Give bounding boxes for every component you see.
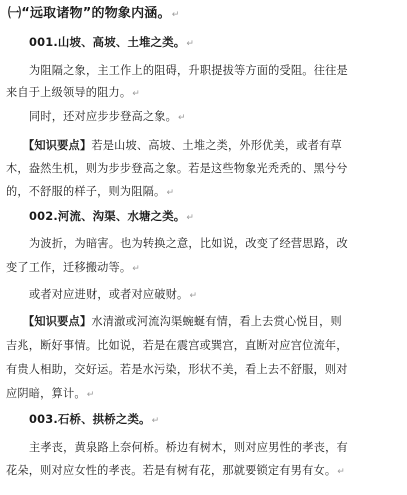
- knowledge-point-line: 【知识要点】水清澈或河流沟渠蜿蜒有情，看上去赏心悦目，则: [23, 315, 342, 328]
- paragraph-mark-icon: ↵: [166, 188, 175, 198]
- body-text-line: 木，盎然生机，则为步步登高之象。若是这些物象光秃秃的、黑兮兮: [6, 162, 348, 175]
- body-text-line: 吉兆，断好事情。比如说，若是在震宫或巽宫，直断对应宫位流年，: [6, 339, 348, 352]
- item-title: 001.山坡、高坡、土堆之类。↵: [29, 35, 195, 49]
- body-text-line: 的，不舒服的样子，则为阻隔。↵: [6, 185, 175, 198]
- paragraph-mark-icon: ↵: [132, 89, 141, 99]
- paragraph-mark-icon: ↵: [186, 39, 195, 49]
- body-text-line: 同时，还对应步步登高之象。↵: [29, 110, 186, 123]
- body-text-line: 或者对应进财，或者对应破财。↵: [29, 288, 198, 301]
- paragraph-mark-icon: ↵: [337, 467, 345, 477]
- body-text-line: 为波折，为暗害。也为转换之意，比如说，改变了经营思路，改: [29, 237, 348, 250]
- paragraph-mark-icon: ↵: [178, 113, 186, 123]
- paragraph-mark-icon: ↵: [186, 213, 195, 223]
- paragraph-mark-icon: ↵: [86, 390, 95, 400]
- body-text-line: 花朵，则对应女性的孝丧。若是有树有花，那就要锁定有男有女。↵: [6, 464, 345, 477]
- knowledge-point-line: 【知识要点】若是山坡、高坡、土堆之类，外形优美，或者有草: [23, 139, 342, 152]
- knowledge-point-label: 【知识要点】: [23, 139, 92, 152]
- body-text-line: 为阻隔之象，主工作上的阻碍，升职提拔等方面的受阻。往往是: [29, 64, 348, 77]
- item-title: 003.石桥、拱桥之类。↵: [29, 412, 160, 426]
- body-text-line: 来自于上级领导的阻力。↵: [6, 86, 141, 99]
- paragraph-mark-icon: ↵: [171, 10, 180, 20]
- body-text-line: 应阴暗，算计。↵: [6, 387, 95, 400]
- paragraph-mark-icon: ↵: [189, 291, 198, 301]
- knowledge-point-label: 【知识要点】: [23, 315, 92, 328]
- section-heading: ㈠“远取诸物”的物象内涵。↵: [8, 6, 180, 21]
- body-text-line: 有贵人相助，交好运。若是水污染，形状不美，看上去不舒服，则对: [6, 363, 348, 376]
- paragraph-mark-icon: ↵: [151, 416, 160, 426]
- item-title: 002.河流、沟渠、水塘之类。↵: [29, 209, 195, 223]
- body-text-line: 变了工作，迁移搬动等。↵: [6, 261, 141, 274]
- body-text-line: 主孝丧，黄泉路上奈何桥。桥边有树木，则对应男性的孝丧，有: [29, 441, 348, 454]
- paragraph-mark-icon: ↵: [132, 264, 141, 274]
